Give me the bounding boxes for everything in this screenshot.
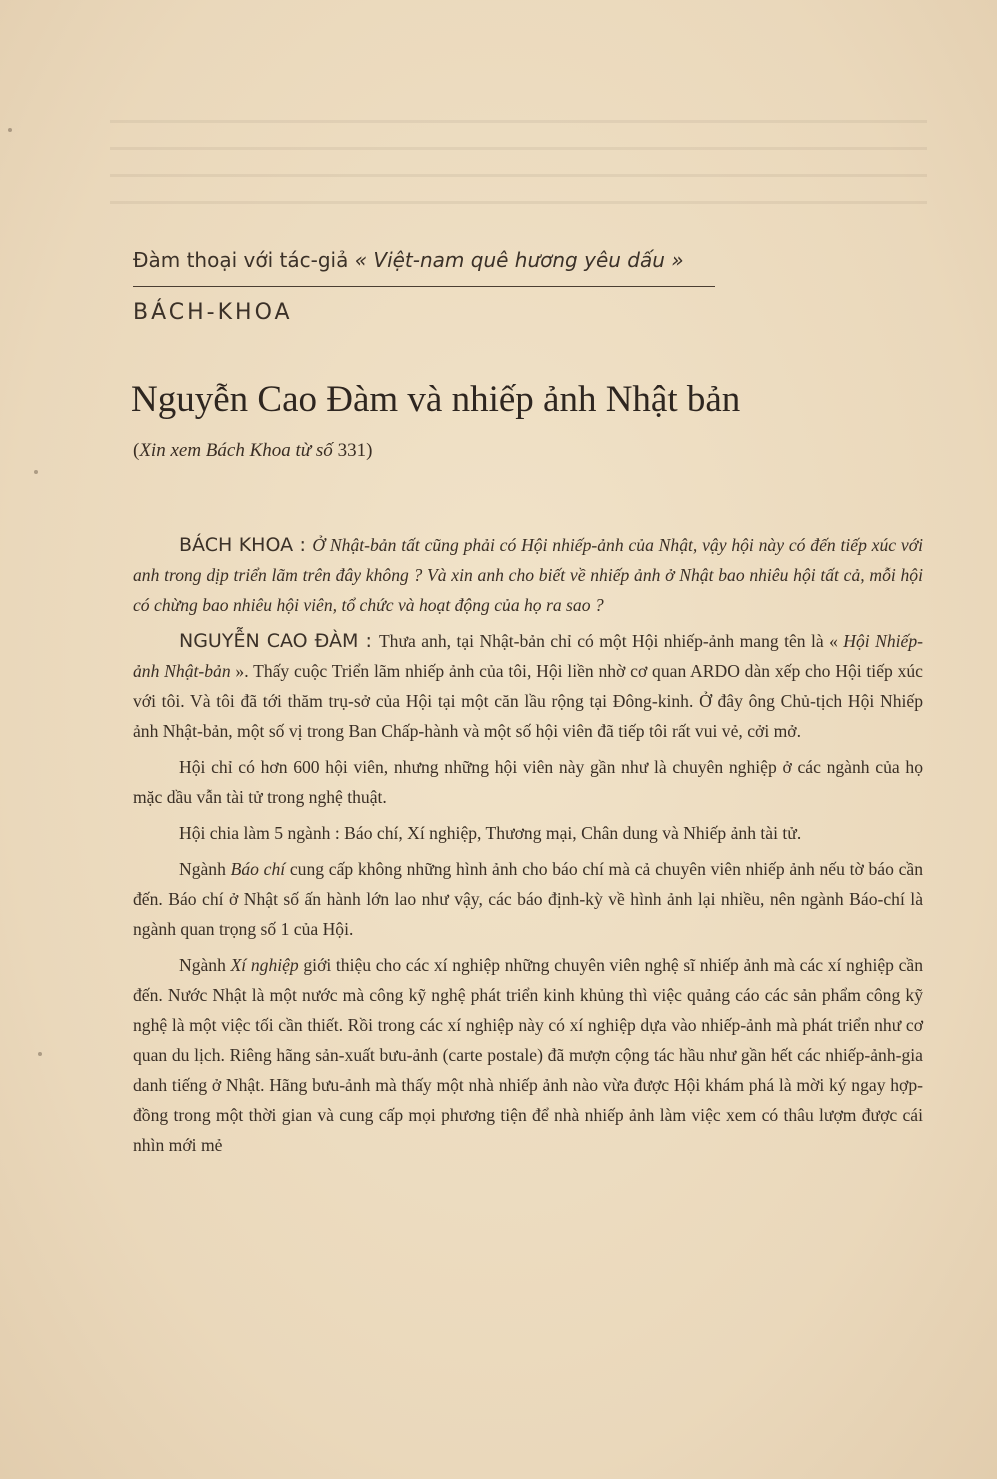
subtitle-open: ( xyxy=(133,440,140,461)
header-rule xyxy=(133,286,715,287)
header-book-title: « Việt-nam quê hương yêu dấu » xyxy=(354,248,684,272)
article-subtitle xyxy=(133,440,372,462)
dialogue-header xyxy=(133,248,733,272)
paper-speck xyxy=(8,128,12,132)
paper-speck xyxy=(34,470,38,474)
answer-text-part: ». Thấy cuộc Triển lãm nhiếp ảnh của tôi, Hội liền nhờ cơ quan ARDO dàn xếp cho Hội tiếp xúc với tôi. Và tôi đã tới thăm trụ-sở của Hội tại một căn lầu rộng tại Đông-kinh. Ở đây ông Chủ-tịch Hội Nhiếp ảnh Nhật-bản, một số vị trong Ban Chấp-hành và một số hội viên đã tiếp tôi rất vui vẻ, cởi mở. xyxy=(133,661,923,741)
paragraph-text-part: cung cấp không những hình ảnh cho báo chí mà cả chuyên viên nhiếp ảnh nếu tờ báo cần đến. Báo chí ở Nhật số ấn hành lớn lao như vậy, các báo định-kỳ về hình ảnh lại nhiều, nên ngành Báo-chí là ngành quan trọng số 1 của Hội. xyxy=(133,859,924,939)
bleed-through-text xyxy=(110,96,927,226)
paragraph-text-part: Ngành xyxy=(179,859,231,879)
article-title: Nguyễn Cao Đàm và nhiếp ảnh Nhật bản xyxy=(131,379,741,420)
society-name: Hội Nhiếp-ảnh Nhật-bản xyxy=(133,631,923,681)
question-paragraph xyxy=(133,530,923,620)
body-paragraph xyxy=(133,950,923,1160)
paper-speck xyxy=(38,1052,42,1056)
speaker-nguyen-cao-dam: NGUYỄN CAO ĐÀM : xyxy=(179,630,379,652)
body-paragraph: Hội chia làm 5 ngành : Báo chí, Xí nghiệp, Thương mại, Chân dung và Nhiếp ảnh tài tử. xyxy=(179,823,802,843)
branch-name: Xí nghiệp xyxy=(230,955,299,975)
header-lead: Đàm thoại với tác-giả xyxy=(133,248,349,272)
body-paragraph xyxy=(133,854,923,944)
subtitle-issue-number: 331) xyxy=(332,440,373,461)
paragraph-text-part: giới thiệu cho các xí nghiệp những chuyên viên nghệ sĩ nhiếp ảnh mà các xí nghiệp cần đến. Nước Nhật là một nước mà công kỹ nghệ phát triển kinh khủng thì việc quảng cáo các sản phẩm công kỹ nghệ là một việc tối cần thiết. Rồi trong các xí nghiệp này có xí nghiệp dựa vào nhiếp-ảnh mà phát triển như cơ quan du lịch. Riêng hãng sản-xuất bưu-ảnh (carte postale) đã mượn cộng tác hầu như gần hết các nhiếp-ảnh-gia danh tiếng ở Nhật. Hãng bưu-ảnh mà thấy một nhà nhiếp ảnh nào vừa được Hội khám phá là mời ký ngay hợp-đồng trong một thời gian và cung cấp mọi phương tiện để nhà nhiếp ảnh làm việc xem có thâu lượm được cái nhìn mới mẻ xyxy=(133,955,923,1155)
article-body xyxy=(133,530,923,1166)
speaker-bach-khoa: BÁCH KHOA : xyxy=(179,534,313,556)
answer-paragraph xyxy=(133,626,923,746)
branch-name: Báo chí xyxy=(230,859,286,879)
paragraph-text-part: Ngành xyxy=(179,955,231,975)
subtitle-reference: Xin xem Bách Khoa từ số xyxy=(139,440,333,461)
section-label: BÁCH-KHOA xyxy=(133,300,293,325)
question-text: Ở Nhật-bản tất cũng phải có Hội nhiếp-ảnh của Nhật, vậy hội này có đến tiếp xúc với anh trong dịp triển lãm trên đây không ? Và xin anh cho biết về nhiếp ảnh ở Nhật bao nhiêu hội tất cả, mỗi hội có chừng bao nhiêu hội viên, tổ chức và hoạt động của họ ra sao ? xyxy=(133,535,923,615)
body-paragraph: Hội chỉ có hơn 600 hội viên, nhưng những hội viên này gần như là chuyên nghiệp ở các ngành của họ mặc dầu vẫn tài tử trong nghệ thuật. xyxy=(133,757,923,807)
answer-text-part: Thưa anh, tại Nhật-bản chỉ có một Hội nhiếp-ảnh mang tên là « xyxy=(378,631,844,651)
